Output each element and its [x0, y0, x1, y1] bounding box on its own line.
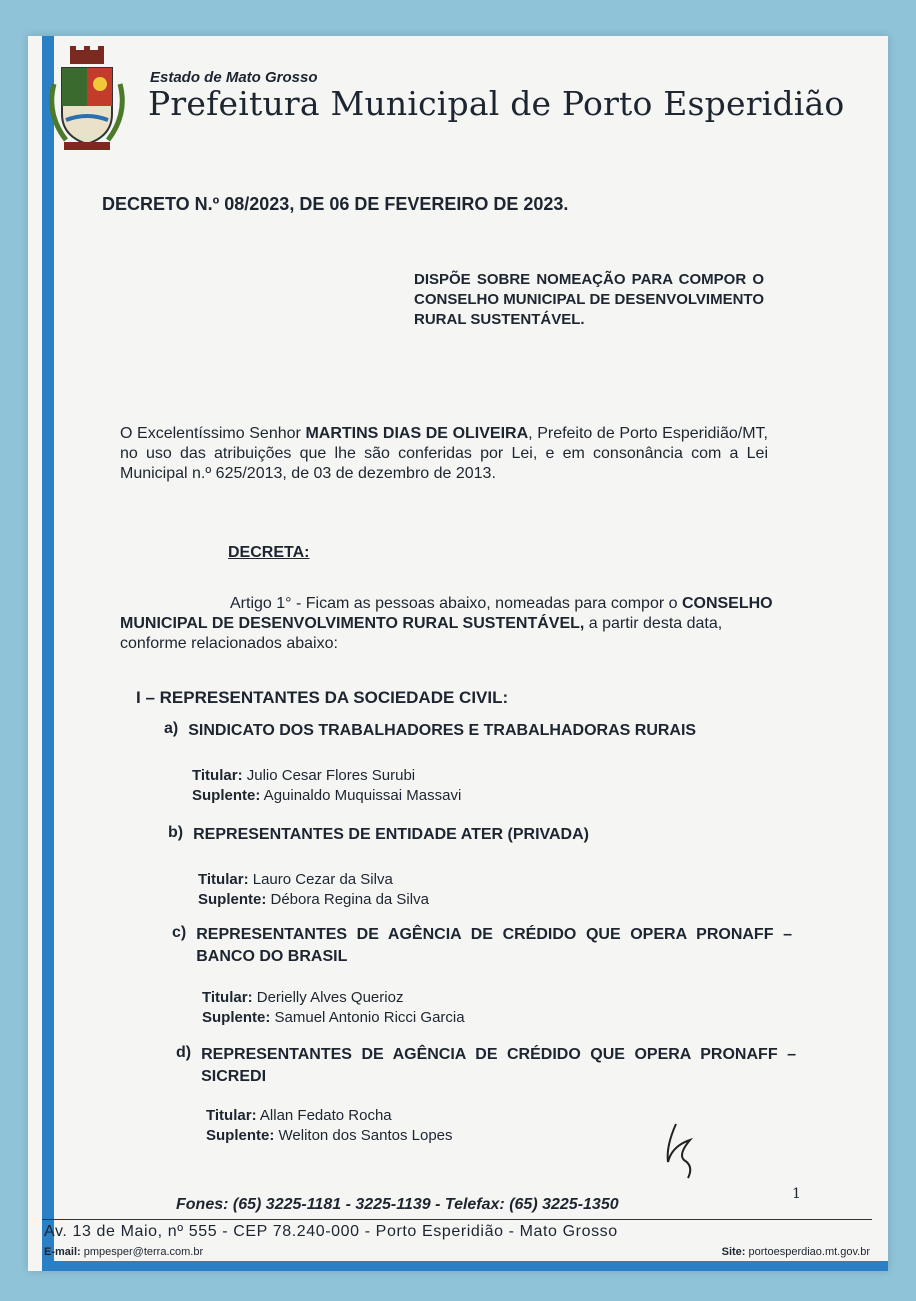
member-block [206, 1106, 453, 1146]
municipal-crest-icon [44, 44, 130, 154]
preamble-start: O Excelentíssimo Senhor [120, 425, 306, 442]
list-item [164, 720, 804, 742]
member-block [198, 870, 429, 910]
article-end: a partir desta data, conforme relacionados abaixo: [120, 615, 723, 652]
site-label: Site: [721, 1246, 746, 1258]
titular-name: Julio Cesar Flores Surubi [242, 767, 416, 784]
footer-email [44, 1246, 203, 1258]
document-page [28, 36, 888, 1271]
list-item [172, 924, 792, 968]
decree-ementa: DISPÕE SOBRE NOMEAÇÃO PARA COMPOR O CONSELHO MUNICIPAL DE DESENVOLVIMENTO RURAL SUSTENTÁVEL. [414, 271, 764, 328]
bottom-blue-band [42, 1261, 888, 1271]
footer-divider [42, 1219, 872, 1220]
suplente-name: Débora Regina da Silva [266, 891, 429, 908]
site-value: portoesperdiao.mt.gov.br [745, 1246, 870, 1258]
suplente-name: Samuel Antonio Ricci Garcia [270, 1009, 465, 1026]
titular-label: Titular: [198, 871, 249, 888]
suplente-label: Suplente: [198, 891, 267, 908]
article-start: Artigo 1° - Ficam as pessoas abaixo, nomeadas para compor o [230, 595, 682, 612]
preamble-rest: , Prefeito de Porto Esperidião/MT, no uso das atribuições que lhe são conferidas por Lei, e em consonância com a Lei Municipal n.º 625/2013, de 03 de dezembro de 2013. [120, 425, 768, 482]
email-value: pmpesper@terra.com.br [80, 1246, 204, 1258]
suplente-label: Suplente: [192, 787, 261, 804]
decreta-heading: DECRETA: [228, 544, 310, 561]
decree-title: DECRETO N.º 08/2023, DE 06 DE FEVEREIRO DE 2023. [102, 194, 569, 214]
list-item [176, 1044, 796, 1088]
titular-label: Titular: [192, 767, 243, 784]
footer-address: Av. 13 de Maio, nº 555 - CEP 78.240-000 - Porto Esperidião - Mato Grosso [44, 1223, 618, 1240]
list-item [168, 824, 808, 846]
member-block [192, 766, 461, 806]
header-title: Prefeitura Municipal de Porto Esperidião [148, 84, 845, 123]
footer-phones: Fones: (65) 3225-1181 - 3225-1139 - Telefax: (65) 3225-1350 [176, 1196, 619, 1213]
decree-preamble [120, 424, 768, 484]
item-letter: d) [176, 1044, 192, 1061]
footer-site [722, 1246, 870, 1258]
page-number: 1 [792, 1186, 801, 1202]
left-blue-stripe [42, 36, 54, 1271]
suplente-label: Suplente: [206, 1127, 275, 1144]
header-state: Estado de Mato Grosso [150, 69, 318, 86]
section-title: I – REPRESENTANTES DA SOCIEDADE CIVIL: [136, 688, 509, 707]
titular-label: Titular: [202, 989, 253, 1006]
titular-name: Derielly Alves Querioz [252, 989, 404, 1006]
item-title: REPRESENTANTES DE AGÊNCIA DE CRÉDIDO QUE OPERA PRONAFF – BANCO DO BRASIL [196, 926, 792, 965]
item-letter: c) [172, 924, 187, 941]
item-title: SINDICATO DOS TRABALHADORES E TRABALHADORAS RURAIS [188, 722, 697, 739]
member-block [202, 988, 465, 1028]
item-letter: b) [168, 824, 184, 841]
item-title: REPRESENTANTES DE ENTIDADE ATER (PRIVADA) [193, 826, 589, 843]
mayor-name: MARTINS DIAS DE OLIVEIRA [305, 425, 529, 442]
council-name: CONSELHO MUNICIPAL DE DESENVOLVIMENTO RURAL SUSTENTÁVEL, [120, 595, 773, 632]
titular-name: Lauro Cezar da Silva [248, 871, 393, 888]
article-1 [120, 594, 776, 654]
titular-name: Allan Fedato Rocha [256, 1107, 392, 1124]
suplente-label: Suplente: [202, 1009, 271, 1026]
email-label: E-mail: [44, 1246, 81, 1258]
suplente-name: Aguinaldo Muquissai Massavi [260, 787, 462, 804]
signature-icon [654, 1116, 714, 1186]
titular-label: Titular: [206, 1107, 257, 1124]
item-title: REPRESENTANTES DE AGÊNCIA DE CRÉDIDO QUE OPERA PRONAFF – SICREDI [201, 1046, 796, 1085]
suplente-name: Weliton dos Santos Lopes [274, 1127, 453, 1144]
item-letter: a) [164, 720, 179, 737]
